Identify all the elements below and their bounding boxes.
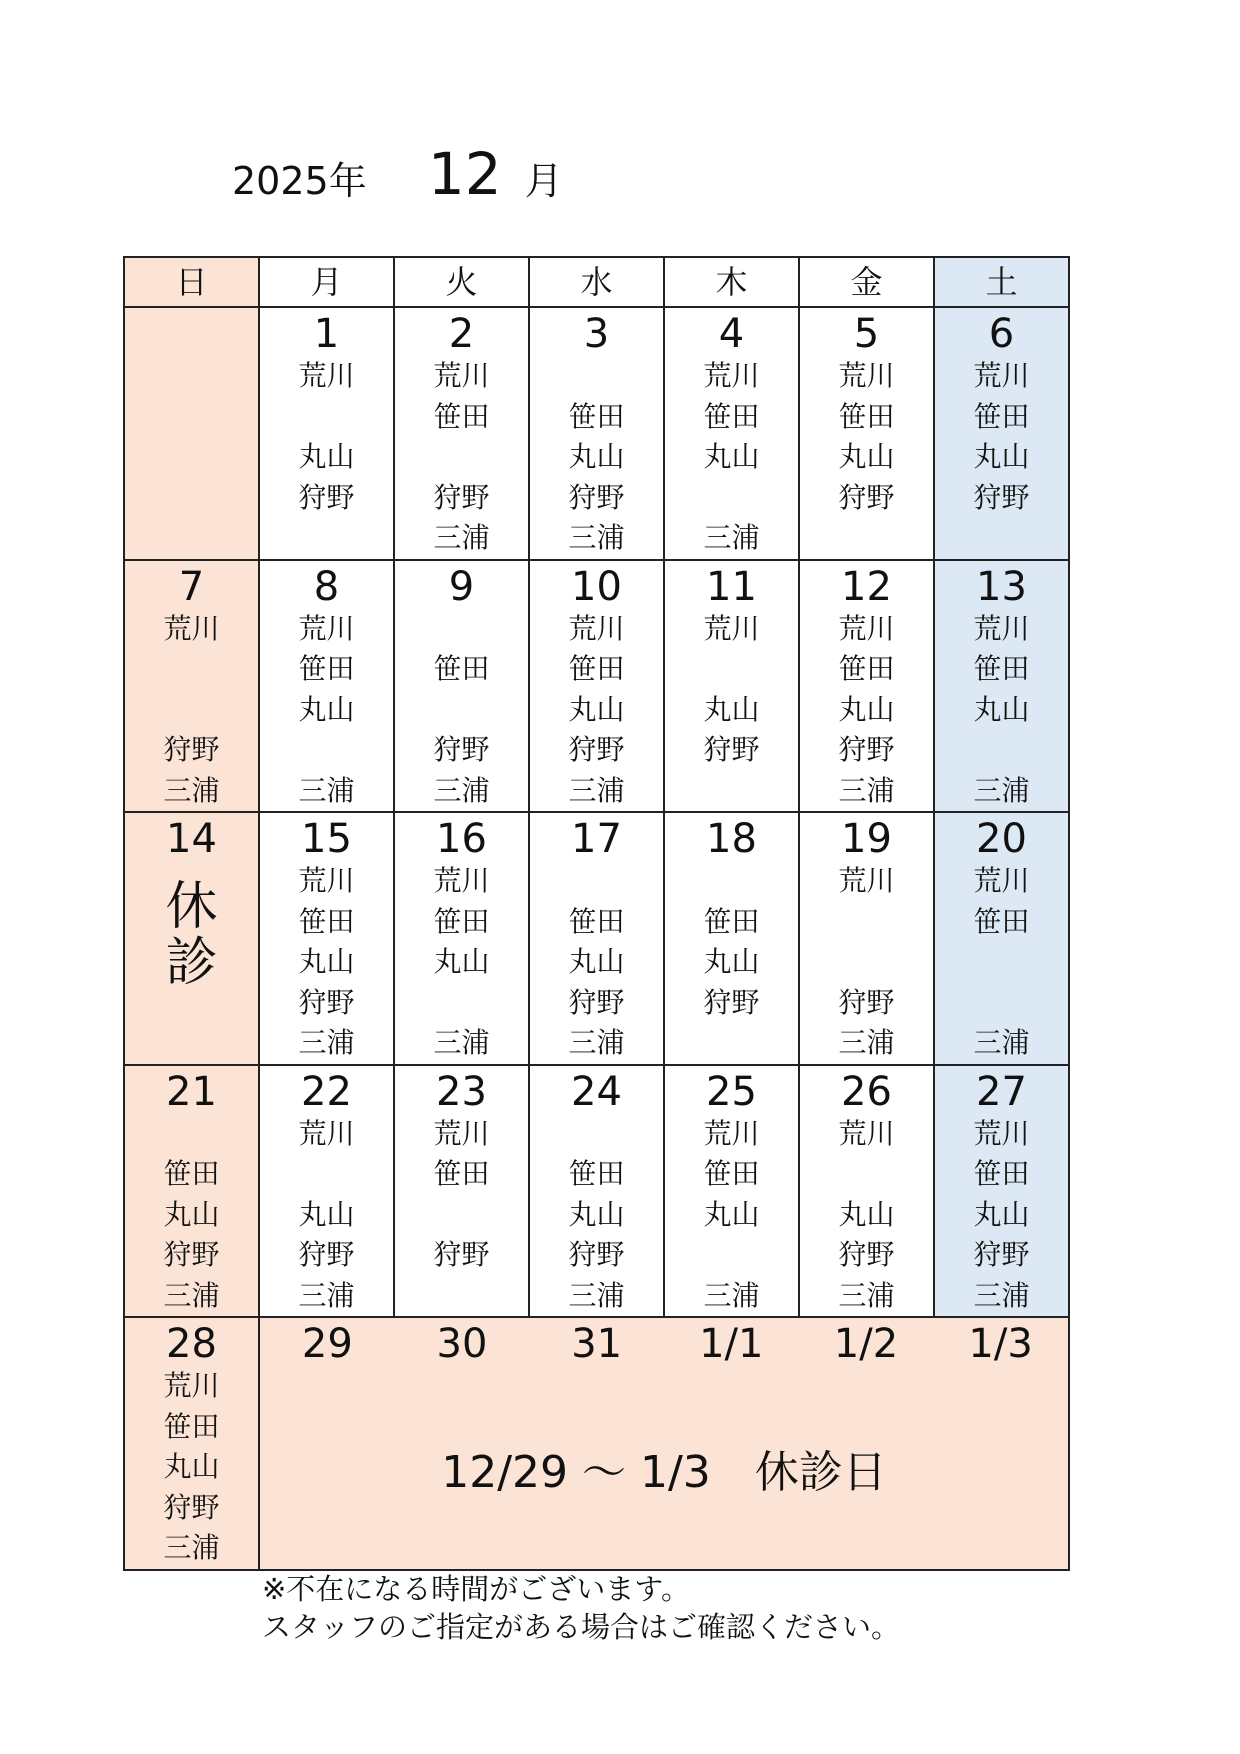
day-cell <box>394 307 529 560</box>
staff-name: 荒川 <box>163 611 220 645</box>
staff-name: 荒川 <box>838 864 895 897</box>
note-line-1: ※不在になる時間がございます。 <box>262 1572 690 1606</box>
day-cell <box>934 307 1069 560</box>
day-number: 6 <box>988 311 1015 357</box>
staff-name: 笹田 <box>568 904 625 938</box>
day-cell <box>259 560 394 813</box>
day-number: 3 <box>583 311 610 357</box>
week-row <box>124 560 1069 813</box>
calendar-title <box>232 140 563 208</box>
day-cell <box>259 307 394 560</box>
staff-name: 丸山 <box>298 945 355 978</box>
day-number: 4 <box>718 311 745 357</box>
day-number: 1 <box>313 311 340 357</box>
staff-name: 荒川 <box>298 611 355 645</box>
day-cell <box>259 812 394 1065</box>
staff-name: 荒川 <box>838 611 895 645</box>
staff-name: 荒川 <box>568 611 625 645</box>
day-cell <box>529 307 664 560</box>
staff-name: 狩野 <box>703 733 760 766</box>
day-cell <box>664 307 799 560</box>
staff-name: 荒川 <box>703 359 760 392</box>
staff-name: 三浦 <box>703 1278 760 1312</box>
day-cell <box>529 812 664 1065</box>
day-cell <box>934 1065 1069 1318</box>
day-number: 28 <box>166 1321 217 1367</box>
staff-name <box>260 1154 393 1195</box>
staff-name: 荒川 <box>703 611 760 645</box>
staff-name: 丸山 <box>163 1450 220 1483</box>
staff-name: 狩野 <box>433 1238 490 1271</box>
staff-name <box>530 861 663 902</box>
staff-name: 荒川 <box>433 359 490 392</box>
week-row <box>124 1065 1069 1318</box>
staff-name: 笹田 <box>433 1157 490 1190</box>
closed-label: 診 <box>165 933 218 993</box>
staff-name: 笹田 <box>973 904 1030 938</box>
staff-name: 丸山 <box>703 1197 760 1231</box>
staff-name: 荒川 <box>973 359 1030 392</box>
staff-name <box>530 356 663 397</box>
staff-name: 三浦 <box>163 1531 220 1564</box>
staff-name: 笹田 <box>703 904 760 938</box>
staff-name: 狩野 <box>838 733 895 766</box>
staff-name: 狩野 <box>568 1238 625 1271</box>
staff-name: 荒川 <box>838 359 895 392</box>
footer-notes <box>262 1570 900 1646</box>
staff-name: 笹田 <box>703 1157 760 1190</box>
staff-name: 丸山 <box>298 692 355 726</box>
staff-name: 丸山 <box>568 440 625 473</box>
staff-name: 三浦 <box>703 521 760 554</box>
day-number: 25 <box>706 1068 757 1115</box>
day-number: 22 <box>301 1068 352 1115</box>
staff-name <box>665 649 798 690</box>
staff-name: 笹田 <box>298 904 355 938</box>
staff-name: 荒川 <box>298 359 355 392</box>
month-unit: 月 <box>524 159 563 203</box>
staff-name: 丸山 <box>838 440 895 473</box>
staff-name <box>125 649 258 690</box>
staff-name: 荒川 <box>433 1116 490 1150</box>
staff-name: 三浦 <box>163 773 220 807</box>
day-number: 31 <box>571 1321 623 1367</box>
day-number: 9 <box>448 563 475 610</box>
staff-name: 狩野 <box>973 480 1030 514</box>
staff-name <box>665 478 798 519</box>
day-number: 17 <box>571 816 622 862</box>
staff-name: 荒川 <box>973 864 1030 897</box>
staff-name: 狩野 <box>433 733 490 766</box>
staff-name: 笹田 <box>838 399 895 433</box>
staff-name <box>530 1114 663 1155</box>
weekday-friday: 金 <box>799 257 934 307</box>
staff-name: 笹田 <box>568 1157 625 1190</box>
week-row <box>124 812 1069 1065</box>
day-number: 30 <box>436 1321 488 1367</box>
staff-name: 笹田 <box>703 399 760 433</box>
week-row <box>124 307 1069 560</box>
staff-name: 丸山 <box>838 692 895 726</box>
staff-name: 三浦 <box>433 521 490 554</box>
day-cell <box>799 1065 934 1318</box>
staff-name: 荒川 <box>433 864 490 897</box>
staff-name <box>125 356 258 397</box>
staff-name: 荒川 <box>163 1369 220 1402</box>
staff-name: 狩野 <box>568 480 625 514</box>
staff-name: 笹田 <box>568 399 625 433</box>
staff-name: 笹田 <box>973 399 1030 433</box>
staff-name: 笹田 <box>973 1157 1030 1190</box>
staff-name: 三浦 <box>433 1026 490 1059</box>
staff-name: 狩野 <box>298 1238 355 1271</box>
day-number: 13 <box>976 563 1027 610</box>
staff-name <box>395 437 528 478</box>
staff-name: 三浦 <box>163 1278 220 1312</box>
day-number: 19 <box>841 816 892 862</box>
day-cell <box>124 812 259 1065</box>
staff-name: 三浦 <box>568 1026 625 1059</box>
staff-name: 荒川 <box>298 1116 355 1150</box>
staff-name: 狩野 <box>298 480 355 514</box>
staff-name: 三浦 <box>298 773 355 807</box>
day-cell <box>259 1065 394 1318</box>
day-number: 26 <box>841 1068 892 1115</box>
day-cell <box>934 560 1069 813</box>
staff-name <box>395 690 528 731</box>
weekday-monday: 月 <box>259 257 394 307</box>
staff-name: 笹田 <box>838 652 895 685</box>
staff-name <box>665 1023 798 1064</box>
staff-name <box>800 942 933 983</box>
day-number: 29 <box>301 1321 353 1367</box>
calendar-table <box>123 256 1070 1571</box>
staff-name: 丸山 <box>433 945 490 978</box>
staff-name: 丸山 <box>838 1197 895 1231</box>
weekday-wednesday: 水 <box>529 257 664 307</box>
staff-name <box>395 1195 528 1236</box>
day-number: 1/2 <box>833 1321 899 1367</box>
week-row-last <box>124 1317 1069 1570</box>
day-number <box>125 312 258 356</box>
staff-name: 狩野 <box>163 733 220 766</box>
day-number: 21 <box>166 1068 217 1115</box>
day-cell <box>799 307 934 560</box>
staff-name: 狩野 <box>838 985 895 1019</box>
staff-name: 三浦 <box>298 1026 355 1059</box>
staff-name <box>125 1114 258 1155</box>
day-cell <box>799 560 934 813</box>
day-cell <box>394 812 529 1065</box>
day-number: 15 <box>301 816 352 862</box>
day-number: 1/1 <box>699 1321 764 1367</box>
staff-name <box>800 1154 933 1195</box>
day-cell-28 <box>124 1317 259 1570</box>
staff-name: 丸山 <box>568 1197 625 1231</box>
weekday-tuesday: 火 <box>394 257 529 307</box>
staff-name: 狩野 <box>433 480 490 514</box>
staff-name <box>260 397 393 438</box>
staff-name <box>395 1276 528 1317</box>
staff-name: 三浦 <box>568 773 625 807</box>
staff-name <box>125 690 258 731</box>
staff-name <box>935 983 1068 1024</box>
staff-name: 丸山 <box>298 440 355 473</box>
day-cell <box>529 560 664 813</box>
staff-name: 三浦 <box>568 1278 625 1312</box>
day-number: 7 <box>178 563 205 610</box>
staff-name: 狩野 <box>568 733 625 766</box>
staff-name: 荒川 <box>838 1116 895 1150</box>
staff-name: 三浦 <box>433 773 490 807</box>
weekday-thursday: 木 <box>664 257 799 307</box>
staff-name: 丸山 <box>973 1197 1030 1231</box>
staff-name <box>260 518 393 559</box>
closed-label: 休 <box>165 877 218 937</box>
staff-name: 狩野 <box>163 1238 220 1271</box>
day-number: 27 <box>976 1068 1027 1115</box>
staff-name: 三浦 <box>838 773 895 807</box>
staff-name: 笹田 <box>433 399 490 433</box>
staff-name: 狩野 <box>163 1490 220 1524</box>
weekday-sunday: 日 <box>124 257 259 307</box>
day-number: 5 <box>853 311 880 357</box>
staff-name: 狩野 <box>838 480 895 514</box>
staff-name <box>800 518 933 559</box>
day-number: 11 <box>706 563 757 610</box>
staff-name: 三浦 <box>973 1278 1030 1312</box>
staff-name: 丸山 <box>973 440 1030 473</box>
day-number: 20 <box>976 816 1027 862</box>
staff-name <box>665 1235 798 1276</box>
staff-name: 三浦 <box>838 1278 895 1312</box>
staff-name: 狩野 <box>298 985 355 1019</box>
staff-name: 笹田 <box>973 652 1030 685</box>
day-cell <box>124 1065 259 1318</box>
staff-name: 丸山 <box>163 1197 220 1231</box>
day-cell <box>394 560 529 813</box>
staff-name: 笹田 <box>163 1409 220 1443</box>
day-number: 12 <box>841 563 892 610</box>
staff-name: 狩野 <box>973 1238 1030 1271</box>
new-year-holiday-block <box>259 1317 1069 1570</box>
day-number: 23 <box>436 1068 487 1115</box>
month-number: 12 <box>427 140 502 208</box>
day-cell <box>799 812 934 1065</box>
staff-name: 丸山 <box>568 692 625 726</box>
staff-name: 丸山 <box>298 1197 355 1231</box>
day-number: 8 <box>313 563 340 610</box>
day-cell <box>529 1065 664 1318</box>
staff-name <box>125 437 258 478</box>
staff-name: 笹田 <box>433 652 490 685</box>
staff-name: 丸山 <box>973 692 1030 726</box>
day-cell <box>394 1065 529 1318</box>
staff-name: 三浦 <box>973 773 1030 807</box>
staff-name <box>125 478 258 519</box>
staff-name: 丸山 <box>703 440 760 473</box>
note-line-2: スタッフのご指定がある場合はご確認ください。 <box>262 1610 901 1644</box>
staff-name <box>935 942 1068 983</box>
weekday-saturday: 土 <box>934 257 1069 307</box>
staff-name: 笹田 <box>568 652 625 685</box>
staff-name <box>800 902 933 943</box>
staff-name: 荒川 <box>703 1116 760 1150</box>
staff-name: 荒川 <box>973 611 1030 645</box>
staff-name: 笹田 <box>433 904 490 938</box>
day-cell <box>664 1065 799 1318</box>
day-number: 14 <box>166 816 217 862</box>
holiday-message: 12/29 ～ 1/3 休診日 <box>441 1447 887 1498</box>
day-cell <box>664 560 799 813</box>
staff-name <box>395 609 528 650</box>
staff-name: 三浦 <box>298 1278 355 1312</box>
staff-name <box>665 771 798 812</box>
staff-name <box>665 861 798 902</box>
day-number: 2 <box>448 311 475 357</box>
staff-name: 丸山 <box>703 945 760 978</box>
staff-name <box>395 983 528 1024</box>
staff-name: 丸山 <box>568 945 625 978</box>
staff-name <box>260 730 393 771</box>
day-number: 10 <box>571 563 622 610</box>
staff-name <box>935 730 1068 771</box>
year-label: 2025年 <box>232 159 367 203</box>
staff-name: 笹田 <box>298 652 355 685</box>
staff-name <box>125 518 258 559</box>
staff-name: 狩野 <box>838 1238 895 1271</box>
staff-name: 荒川 <box>298 864 355 897</box>
staff-name: 笹田 <box>163 1157 220 1190</box>
staff-name <box>125 397 258 438</box>
day-number: 18 <box>706 816 757 862</box>
staff-name: 三浦 <box>973 1026 1030 1059</box>
staff-name: 三浦 <box>568 521 625 554</box>
weekday-header-row <box>124 257 1069 307</box>
day-cell <box>664 812 799 1065</box>
staff-name: 狩野 <box>568 985 625 1019</box>
staff-name: 丸山 <box>703 692 760 726</box>
day-number: 24 <box>571 1068 622 1115</box>
holiday-day-numbers <box>260 1318 1068 1366</box>
staff-name: 三浦 <box>838 1026 895 1059</box>
day-number: 1/3 <box>968 1321 1033 1367</box>
day-cell <box>124 307 259 560</box>
day-cell <box>934 812 1069 1065</box>
staff-name: 狩野 <box>703 985 760 1019</box>
day-number: 16 <box>436 816 487 862</box>
staff-name: 荒川 <box>973 1116 1030 1150</box>
day-cell <box>124 560 259 813</box>
staff-name <box>935 518 1068 559</box>
